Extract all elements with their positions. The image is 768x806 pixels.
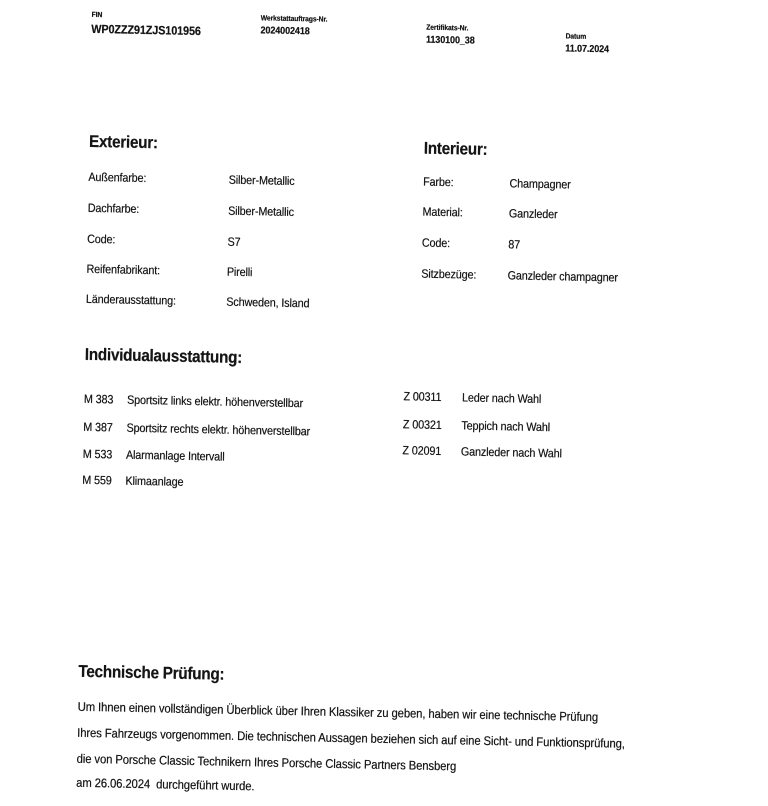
- certificate-number-field: [426, 23, 475, 47]
- field-value: Champagner: [509, 176, 571, 192]
- exterior-row-code: [87, 232, 241, 249]
- interior-row-material: [422, 205, 557, 222]
- field-label: Code:: [86, 231, 116, 247]
- field-value: Schweden, Island: [226, 294, 310, 311]
- option-description: Sportsitz rechts elektr. höhenverstellbar: [126, 420, 311, 439]
- workshop-order-value: 2024002418: [260, 25, 310, 38]
- interior-row-farbe: [423, 175, 571, 192]
- field-value: S7: [227, 234, 241, 249]
- option-description: Leder nach Wahl: [461, 390, 542, 406]
- option-code: Z 00321: [402, 417, 442, 432]
- field-label: Außenfarbe:: [88, 169, 147, 185]
- field-label: Dachfarbe:: [87, 200, 140, 216]
- option-code: M 387: [83, 419, 113, 435]
- option-description: Ganzleder nach Wahl: [460, 444, 562, 461]
- exterior-row-laenderausstattung: [86, 292, 310, 311]
- field-label: Länderausstattung:: [85, 291, 176, 308]
- option-row-m383: [84, 392, 303, 411]
- option-code: M 533: [82, 446, 113, 462]
- technical-inspection-text-line: Ihres Fahrzeugs vorgenommen. Die technischen Aussagen beziehen sich auf eine Sicht- und Funktionsprüfung,: [76, 725, 625, 751]
- option-row-m559: [82, 473, 183, 489]
- date-value: 11.07.2024: [565, 43, 609, 56]
- option-code: M 559: [82, 472, 112, 488]
- field-value: Pirelli: [226, 264, 253, 280]
- technical-inspection-text-line: am 26.06.2024 durchgeführt wurde.: [75, 775, 255, 794]
- field-value: Ganzleder: [508, 206, 558, 222]
- field-value: Silber-Metallic: [227, 203, 294, 219]
- individual-equipment-title: Individualausstattung:: [84, 344, 243, 367]
- option-row-m533: [83, 447, 225, 464]
- field-value: Ganzleder champagner: [507, 268, 618, 285]
- technical-inspection-text-line: die von Porsche Classic Technikern Ihres Porsche Classic Partners Bensberg: [76, 751, 457, 774]
- field-label: Sitzbezüge:: [421, 266, 477, 282]
- exterior-row-aussenfarbe: [88, 170, 294, 189]
- technical-inspection-text-line: Um Ihnen einen vollständigen Überblick über Ihren Klassiker zu geben, haben wir eine technische Prüfung: [77, 699, 599, 725]
- date-field: [565, 31, 609, 55]
- fin-value: WP0ZZZ91ZJS101956: [91, 21, 201, 39]
- option-row-z00311: [403, 389, 541, 406]
- option-row-m387: [83, 420, 310, 439]
- field-value: Silber-Metallic: [228, 172, 295, 188]
- fin-field: [91, 10, 201, 38]
- option-description: Alarmanlage Intervall: [125, 447, 225, 464]
- exterior-row-reifenfabrikant: [86, 262, 252, 280]
- option-row-z02091: [402, 443, 562, 461]
- certificate-number-label: Zertifikats-Nr.: [426, 22, 469, 33]
- option-code: Z 02091: [402, 443, 442, 458]
- field-label: Farbe:: [422, 174, 454, 190]
- field-label: Material:: [422, 204, 463, 220]
- exterior-row-dachfarbe: [87, 201, 293, 220]
- option-code: Z 00311: [403, 389, 442, 404]
- option-description: Sportsitz links elektr. höhenverstellbar: [126, 392, 304, 411]
- option-code: M 383: [83, 391, 114, 407]
- exterior-section-title: Exterieur:: [88, 131, 158, 153]
- field-label: Code:: [421, 235, 451, 251]
- technical-inspection-title: Technische Prüfung:: [78, 661, 225, 684]
- field-value: 87: [508, 237, 521, 252]
- workshop-order-label: Werkstattauftrags-Nr.: [260, 13, 328, 24]
- interior-row-code: [422, 236, 520, 252]
- workshop-order-field: [260, 13, 327, 37]
- option-description: Klimaanlage: [125, 473, 184, 489]
- interior-row-sitzbezuege: [421, 267, 618, 285]
- date-label: Datum: [565, 31, 587, 41]
- certificate-number-value: 1130100_38: [425, 34, 475, 47]
- fin-label: FIN: [91, 9, 103, 20]
- option-row-z00321: [403, 417, 550, 434]
- interior-section-title: Interieur:: [423, 138, 488, 159]
- field-label: Reifenfabrikant:: [86, 261, 161, 278]
- option-description: Teppich nach Wahl: [461, 418, 551, 435]
